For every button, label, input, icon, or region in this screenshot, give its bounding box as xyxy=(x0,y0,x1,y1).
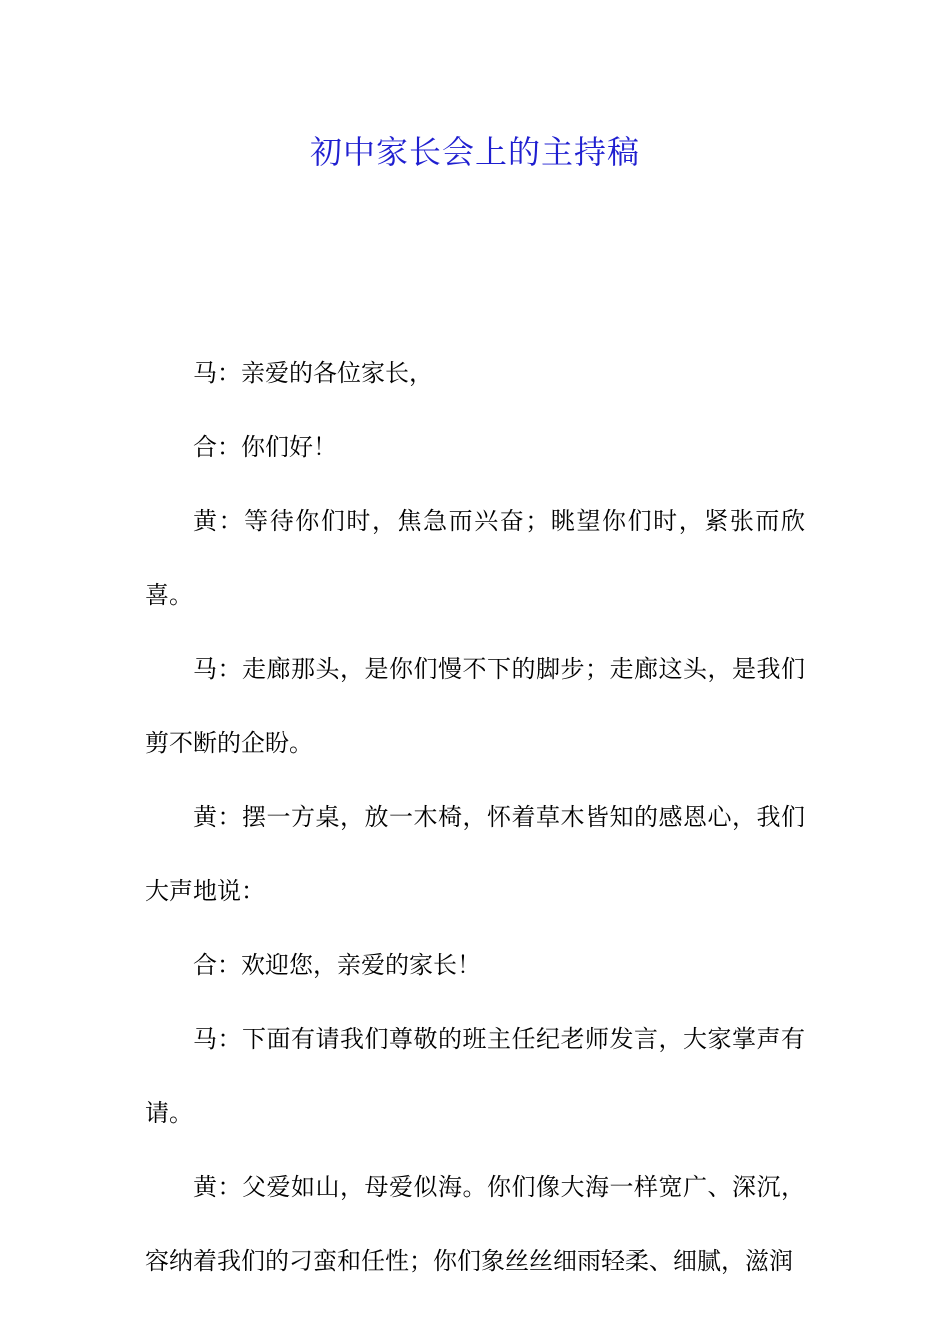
paragraph: 马：走廊那头，是你们慢不下的脚步；走廊这头，是我们剪不断的企盼。 xyxy=(145,655,805,757)
paragraph: 马：下面有请我们尊敬的班主任纪老师发言，大家掌声有请。 xyxy=(145,1025,805,1127)
paragraph: 合：欢迎您，亲爱的家长！ xyxy=(193,951,481,979)
paragraph: 黄：等待你们时，焦急而兴奋；眺望你们时，紧张而欣喜。 xyxy=(145,507,805,609)
document-body xyxy=(145,336,805,1298)
paragraph: 黄：父爱如山，母爱似海。你们像大海一样宽广、深沉，容纳着我们的刁蛮和任性；你们象丝丝细雨轻柔、细腻，滋润 xyxy=(145,1173,805,1275)
paragraph: 黄：摆一方桌，放一木椅，怀着草木皆知的感恩心，我们大声地说： xyxy=(145,803,805,905)
paragraph: 合：你们好！ xyxy=(193,433,337,461)
document-title: 初中家长会上的主持稿 xyxy=(309,133,640,171)
paragraph: 马：亲爱的各位家长， xyxy=(193,359,433,387)
